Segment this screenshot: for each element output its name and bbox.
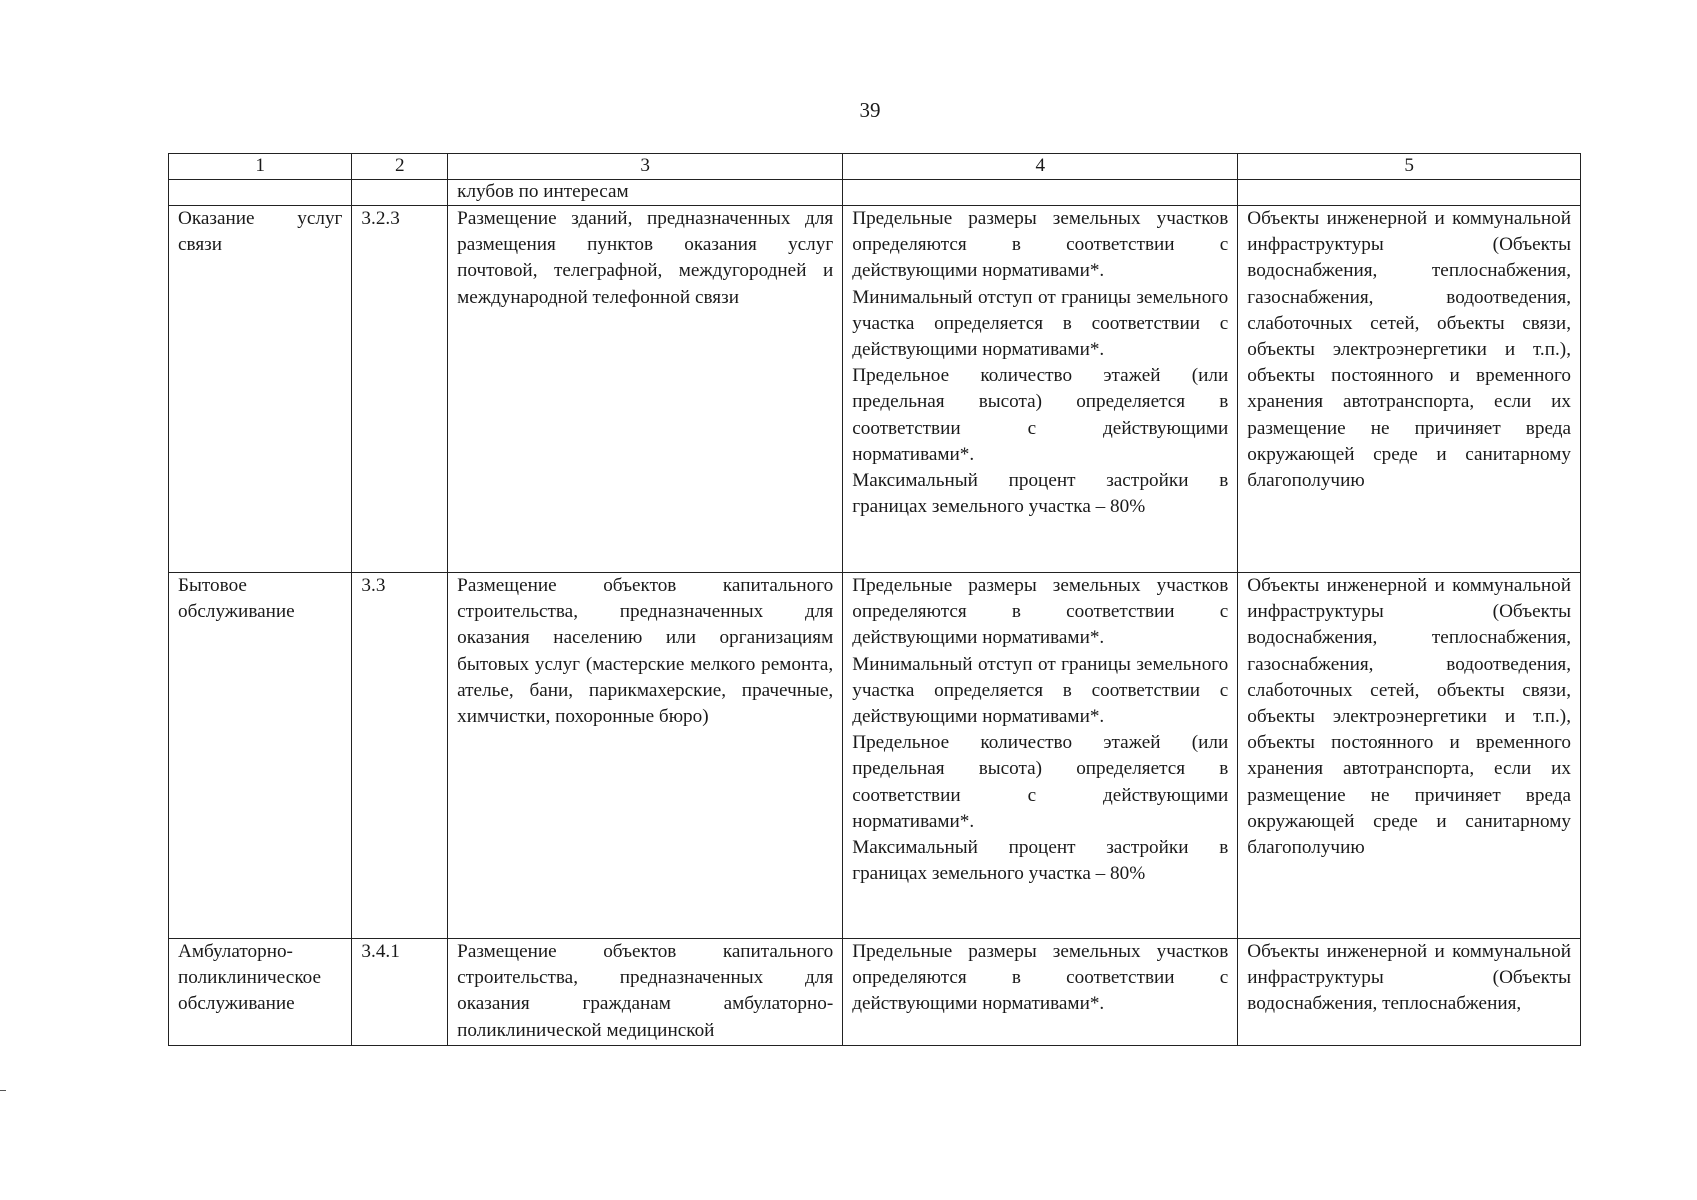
- parameter-plot-size: Предельные размеры земельных участков определяются в соответствии с действующими нормативами*.: [852, 208, 1229, 282]
- margin-mark: [0, 1090, 6, 1091]
- use-type-name: Оказание услуг связи: [169, 206, 352, 573]
- use-type-parameters: [843, 939, 1238, 1046]
- parameter-floors: Предельное количество этажей (или предельная высота) определяется в соответствии с действующими нормативами*.: [852, 732, 1229, 832]
- use-type-code: 3.3: [352, 573, 448, 939]
- parameter-plot-size: Предельные размеры земельных участков определяются в соответствии с действующими нормативами*.: [852, 941, 1229, 1015]
- use-type-code: 3.4.1: [352, 939, 448, 1046]
- table-cell-description: клубов по интересам: [448, 180, 843, 206]
- table-header-row: [169, 154, 1581, 180]
- use-type-name: Амбулаторно-поликлиническое обслуживание: [169, 939, 352, 1046]
- column-number-3: 3: [448, 154, 843, 180]
- continuation-row: [169, 180, 1581, 206]
- table-cell-parameters: [843, 180, 1238, 206]
- parameter-plot-size: Предельные размеры земельных участков определяются в соответствии с действующими нормативами*.: [852, 575, 1229, 649]
- use-type-auxiliary: Объекты инженерной и коммунальной инфраструктуры (Объекты водоснабжения, теплоснабжения,: [1238, 939, 1581, 1046]
- column-number-2: 2: [352, 154, 448, 180]
- parameter-floors: Предельное количество этажей (или предельная высота) определяется в соответствии с действующими нормативами*.: [852, 365, 1229, 465]
- use-type-auxiliary: Объекты инженерной и коммунальной инфраструктуры (Объекты водоснабжения, теплоснабжения, газоснабжения, водоотведения, слаботочных сетей, объекты связи, объекты электроэнергетики и т.п.), объекты постоянного и временного хранения автотранспорта, если их размещение не причиняет вреда окружающей среде и санитарному благополучию: [1238, 573, 1581, 939]
- column-number-1: 1: [169, 154, 352, 180]
- column-number-5: 5: [1238, 154, 1581, 180]
- table-cell-code: [352, 180, 448, 206]
- use-type-name: Бытовое обслуживание: [169, 573, 352, 939]
- table-row: [169, 939, 1581, 1046]
- parameter-setback: Минимальный отступ от границы земельного участка определяется в соответствии с действующими нормативами*.: [852, 286, 1229, 361]
- parameter-setback: Минимальный отступ от границы земельного участка определяется в соответствии с действующими нормативами*.: [852, 653, 1229, 728]
- table-cell-name: [169, 180, 352, 206]
- table-cell-auxiliary: [1238, 180, 1581, 206]
- table-row: [169, 206, 1581, 573]
- use-type-description: Размещение объектов капитального строительства, предназначенных для оказания населению или организациям бытовых услуг (мастерские мелкого ремонта, ателье, бани, парикмахерские, прачечные, химчистки, похоронные бюро): [448, 573, 843, 939]
- parameter-coverage: Максимальный процент застройки в границах земельного участка – 80%: [852, 470, 1229, 518]
- use-type-auxiliary: Объекты инженерной и коммунальной инфраструктуры (Объекты водоснабжения, теплоснабжения, газоснабжения, водоотведения, слаботочных сетей, объекты связи, объекты электроэнергетики и т.п.), объекты постоянного и временного хранения автотранспорта, если их размещение не причиняет вреда окружающей среде и санитарному благополучию: [1238, 206, 1581, 573]
- regulations-table: [168, 153, 1581, 1046]
- use-type-code: 3.2.3: [352, 206, 448, 573]
- use-type-description: Размещение объектов капитального строительства, предназначенных для оказания гражданам амбулаторно-поликлинической медицинской: [448, 939, 843, 1046]
- use-type-description: Размещение зданий, предназначенных для размещения пунктов оказания услуг почтовой, телеграфной, междугородней и международной телефонной связи: [448, 206, 843, 573]
- column-number-4: 4: [843, 154, 1238, 180]
- table-row: [169, 573, 1581, 939]
- parameter-coverage: Максимальный процент застройки в границах земельного участка – 80%: [852, 837, 1229, 885]
- use-type-parameters: [843, 206, 1238, 573]
- use-type-parameters: [843, 573, 1238, 939]
- page-number: 39: [859, 98, 881, 122]
